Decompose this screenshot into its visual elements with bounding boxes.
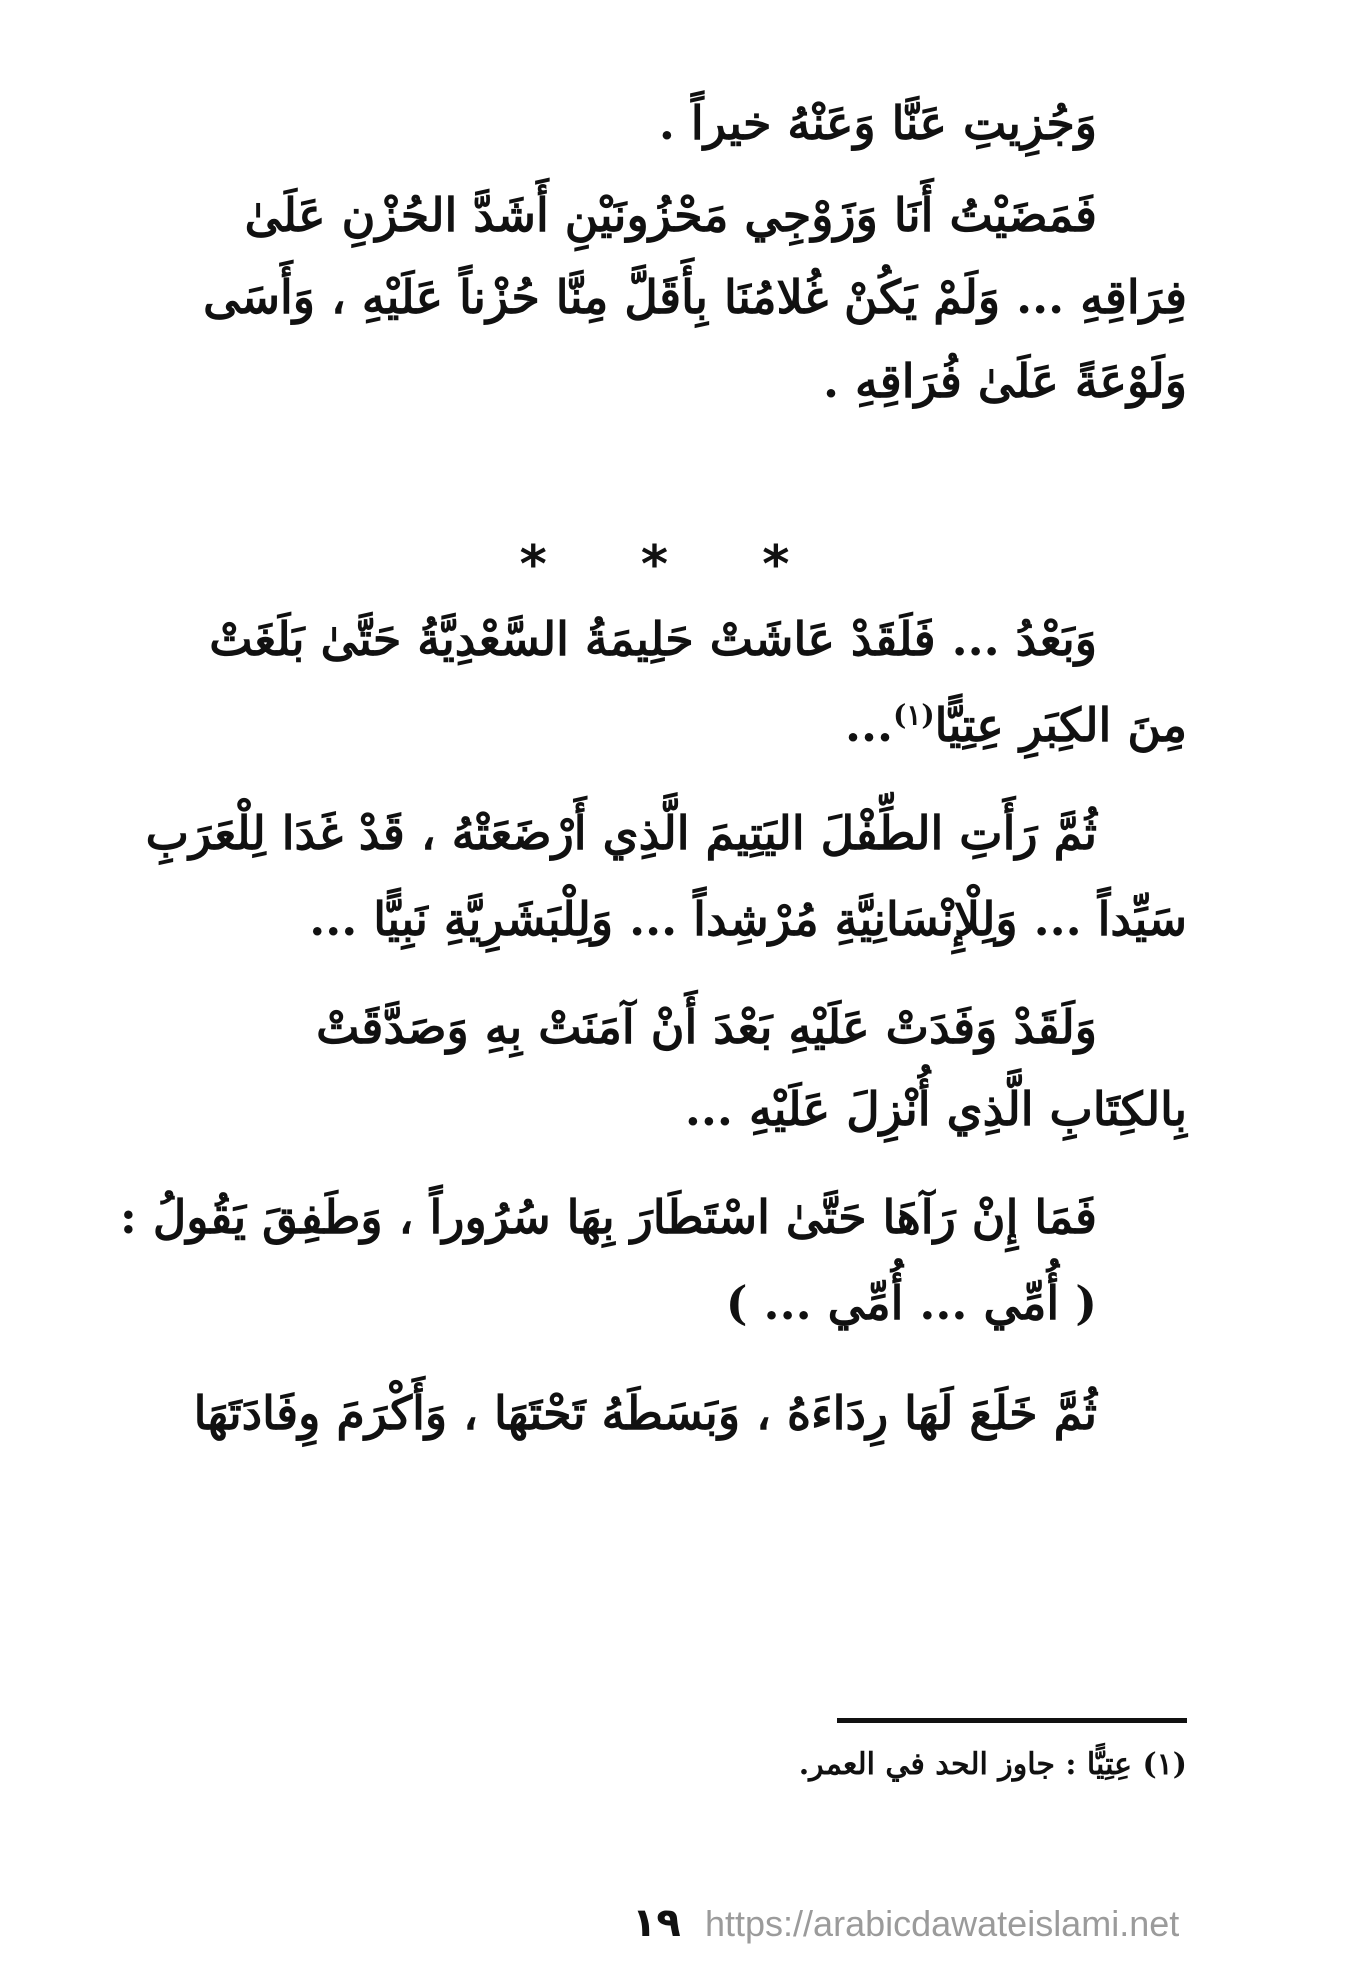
text-line-3: فِرَاقِهِ ... وَلَمْ يَكُنْ غُلامُنَا بِأَقَلَّ مِنَّا حُزْناً عَلَيْهِ ، وَأَسَى [203,270,1187,324]
text-line-2: فَمَضَيْتُ أَنَا وَزَوْجِي مَحْزُونَيْنِ أَشَدَّ الحُزْنِ عَلَىٰ [244,188,1097,242]
text-line-8: سَيِّداً ... وَلِلْإِنْسَانِيَّةِ مُرْشِداً ... وَلِلْبَشَرِيَّةِ نَبِيًّا ... [309,892,1187,946]
text-line-7: ثُمَّ رَأَتِ الطِّفْلَ اليَتِيمَ الَّذِي أَرْضَعَتْهُ ، قَدْ غَدَا لِلْعَرَبِ [145,806,1097,860]
text-line-4: وَلَوْعَةً عَلَىٰ فُرَاقِهِ . [823,354,1187,408]
text-line-10: بِالكِتَابِ الَّذِي أُنْزِلَ عَلَيْهِ ... [684,1082,1187,1136]
section-separator: * * * [519,535,828,595]
text-line-12: ( أُمِّي ... أُمِّي ... ) [725,1276,1097,1330]
text-line-5: وَبَعْدُ ... فَلَقَدْ عَاشَتْ حَلِيمَةُ السَّعْدِيَّةُ حَتَّىٰ بَلَغَتْ [209,612,1097,666]
text-line-1: وَجُزِيتِ عَنَّا وَعَنْهُ خيراً . [658,96,1097,150]
footnote-divider [837,1718,1187,1723]
text-line-6 [845,690,1187,760]
page-number: ١٩ [632,1900,681,1946]
footnote-marker: (١) [893,698,935,732]
text-line-9: وَلَقَدْ وَفَدَتْ عَلَيْهِ بَعْدَ أَنْ آمَنَتْ بِهِ وَصَدَّقَتْ [316,1000,1097,1054]
text-line-6-ellipsis: ... [845,698,894,752]
text-line-13: ثُمَّ خَلَعَ لَهَا رِدَاءَهُ ، وَبَسَطَهُ تَحْتَهَا ، وَأَكْرَمَ وِفَادَتَهَا [193,1386,1097,1440]
text-line-6-main: مِنَ الكِبَرِ عِتِيًّا [934,698,1187,752]
watermark-url: https://arabicdawateislami.net [705,1903,1180,1944]
text-line-11: فَمَا إِنْ رَآهَا حَتَّىٰ اسْتَطَارَ بِهَا سُرُوراً ، وَطَفِقَ يَقُولُ : [119,1190,1097,1244]
footnote: (١) عِتِيًّا : جاوز الحد في العمر. [798,1747,1187,1782]
